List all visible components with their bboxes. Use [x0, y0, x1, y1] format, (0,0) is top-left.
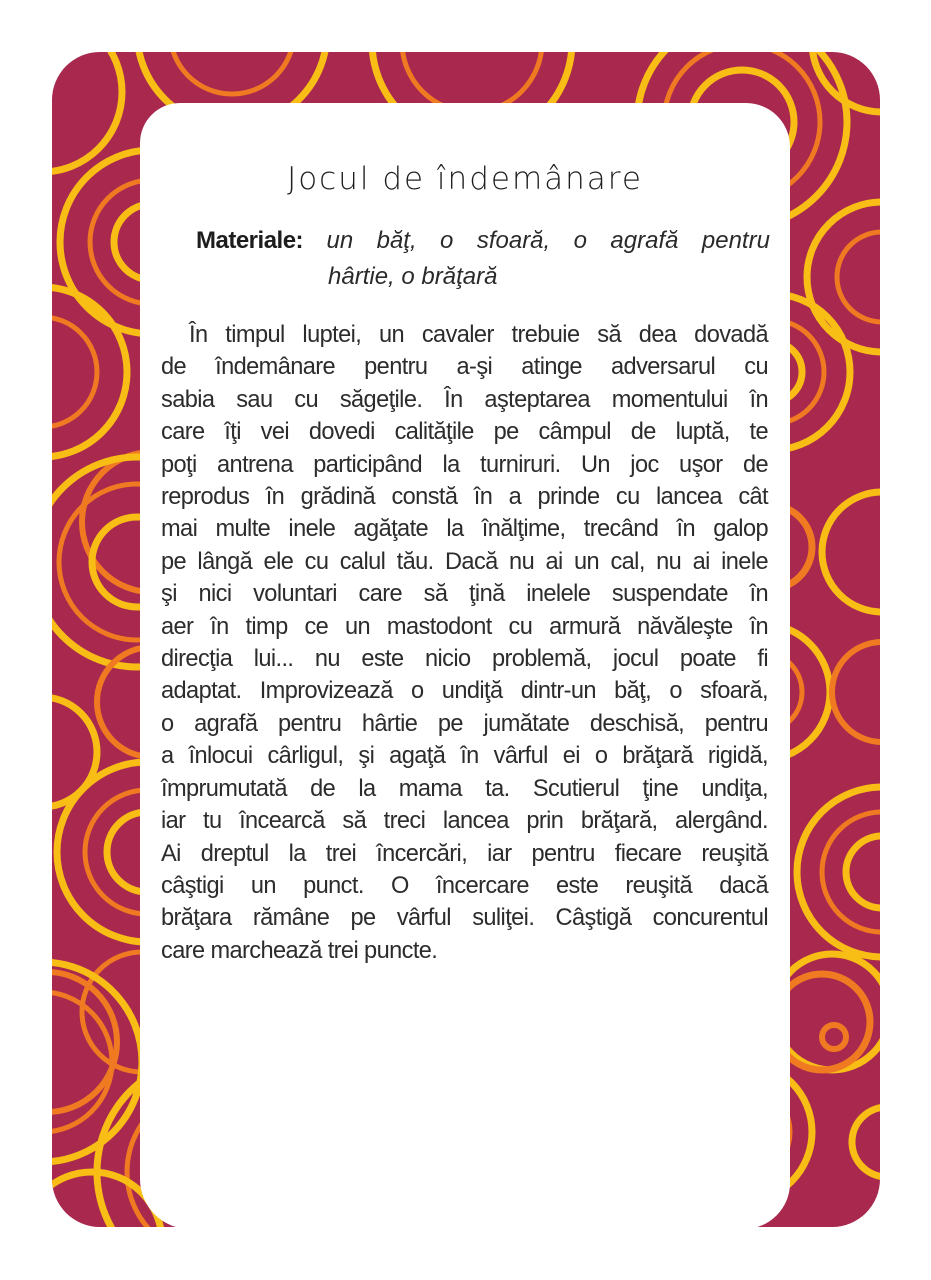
- paragraph-line: brăţara rămâne pe vârful suliţei. Câştigă concurentul: [161, 905, 768, 932]
- paragraph-line: direcţia lui... nu este nicio problemă, jocul poate fi: [161, 646, 768, 673]
- material-item: sfoară,: [476, 227, 551, 254]
- paragraph-line: câştigi un punct. O încercare este reuşită dacă: [161, 872, 768, 899]
- paragraph-line: poţi antrena participând la turniruri. Un joc uşor de: [161, 451, 768, 478]
- paragraph-line: mai multe inele agăţate la înălţime, trecând în galop: [161, 516, 768, 543]
- paragraph-line: şi nici voluntari care să ţină inelele suspendate în: [161, 581, 768, 608]
- materials-section: [196, 223, 770, 295]
- paragraph-line: aer în timp ce un mastodont cu armură năvăleşte în: [161, 613, 768, 640]
- content-panel: [140, 103, 790, 1227]
- material-item: o: [573, 227, 587, 254]
- material-item: un: [326, 227, 354, 254]
- paragraph-line: împrumutată de la mama ta. Scutierul ţine undiţa,: [161, 775, 768, 802]
- materials-line-2: hârtie, o brăţară: [328, 263, 498, 290]
- instructions-paragraph: [161, 319, 768, 967]
- activity-card: [52, 52, 880, 1227]
- paragraph-line: care îţi vei dovedi calităţile pe câmpul de luptă, te: [161, 419, 768, 446]
- materials-line-1: [196, 223, 770, 259]
- material-item: agrafă: [610, 227, 679, 254]
- paragraph-line: În timpul luptei, un cavaler trebuie să dea dovadă: [189, 322, 768, 348]
- paragraph-line: de îndemânare pentru a-şi atinge adversarul cu: [161, 354, 768, 381]
- paragraph-line: adaptat. Improvizează o undiţă dintr-un băţ, o sfoară,: [161, 678, 768, 705]
- paragraph-line: iar tu încearcă să treci lancea prin brăţară, alergând.: [161, 808, 768, 835]
- material-item: băţ,: [376, 227, 417, 254]
- paragraph-line: reprodus în grădină constă în a prinde cu lancea cât: [161, 484, 768, 511]
- card-title: Jocul de îndemânare: [287, 161, 643, 197]
- materials-label: Materiale:: [196, 227, 304, 254]
- paragraph-line: sabia sau cu săgeţile. În aşteptarea momentului în: [161, 386, 768, 413]
- paragraph-line: a înlocui cârligul, şi agaţă în vârful ei o brăţară rigidă,: [161, 743, 768, 770]
- material-item: o: [440, 227, 454, 254]
- paragraph-line: care marchează trei puncte.: [161, 937, 438, 964]
- material-item: pentru: [701, 227, 770, 254]
- paragraph-line: pe lângă ele cu calul tău. Dacă nu ai un cal, nu ai inele: [161, 548, 768, 575]
- paragraph-line: o agrafă pentru hârtie pe jumătate deschisă, pentru: [161, 710, 768, 737]
- paragraph-line: Ai dreptul la trei încercări, iar pentru fiecare reuşită: [161, 840, 768, 867]
